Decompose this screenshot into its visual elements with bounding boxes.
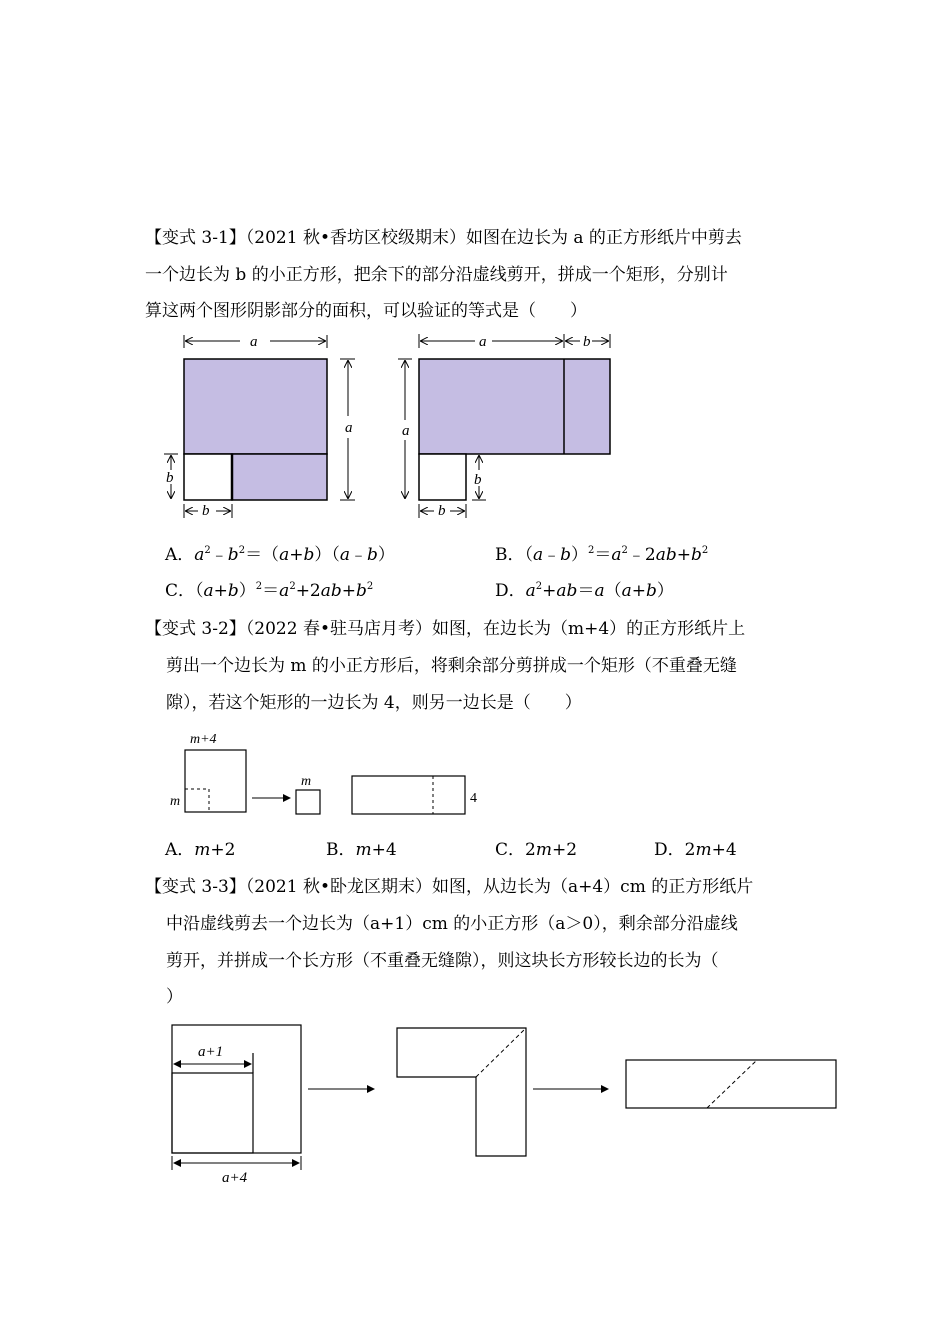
q1-figure (160, 328, 630, 524)
q3-line-4: ） (166, 987, 183, 1007)
q3-line-3: 剪开，并拼成一个长方形（不重叠无缝隙），则这块长方形较长边的长为（ (166, 951, 719, 971)
q1-small-square (419, 454, 466, 500)
q1-cut-square (184, 454, 232, 500)
q2-line-1: 【变式 3-2】（2022 春•驻马店月考）如图，在边长为（m+4）的正方形纸片上 (145, 619, 746, 639)
q2-label-4: 4 (470, 791, 477, 806)
q1-label-b-left: b (166, 470, 174, 486)
q1-line-3: 算这两个图形阴影部分的面积，可以验证的等式是（ ） (145, 301, 587, 321)
q3-label-outer: a+4 (222, 1170, 248, 1186)
q2-option-a[interactable]: A．m+2 (165, 840, 236, 860)
q1-left-square (164, 334, 355, 519)
q2-option-c[interactable]: C．2m+2 (495, 840, 578, 860)
q2-dashed-cut (185, 789, 209, 812)
q1-label-a-top: a (250, 334, 258, 350)
q3-long-rectangle (626, 1060, 836, 1108)
q2-line-2: 剪出一个边长为 m 的小正方形后，将剩余部分剪拼成一个矩形（不重叠无缝 (166, 656, 737, 676)
q1-label-a-top-right: a (479, 334, 487, 350)
q1-line-1: 【变式 3-1】（2021 秋•香坊区校级期末）如图在边长为 a 的正方形纸片中剪去 (145, 228, 742, 248)
q2-label-m-small: m (301, 774, 312, 789)
q2-big-square (185, 750, 246, 812)
q1-label-b-right: b (474, 472, 482, 488)
q3-line-1: 【变式 3-3】（2021 秋•卧龙区期末）如图，从边长为（a+4）cm 的正方形纸片 (145, 877, 754, 897)
q1-shaded-rectangle (419, 359, 610, 454)
q2-option-d[interactable]: D．2m+4 (654, 840, 737, 860)
q1-line-2: 一个边长为 b 的小正方形，把余下的部分沿虚线剪开，拼成一个矩形，分别计 (145, 265, 728, 285)
q2-small-square (296, 790, 320, 814)
q2-rectangle (352, 776, 465, 814)
q1-right-figure (398, 334, 610, 519)
q2-figure (160, 726, 490, 821)
q2-line-3: 隙），若这个矩形的一边长为 4，则另一边长是（ ） (166, 693, 582, 713)
q1-option-c[interactable]: C．$(a+b)^2=a^2+2ab+b^2$ (165, 581, 374, 601)
q2-label-m-left: m (170, 794, 181, 809)
q1-label-a-left: a (402, 423, 410, 439)
q1-label-a-right: a (345, 420, 353, 436)
q1-option-b[interactable]: B．$(a﹣b)^2=a^2﹣2ab+b^2$ (495, 545, 709, 565)
q1-shaded-top (184, 359, 327, 454)
q1-option-d[interactable]: D．$a^2+ab=a(a+b)$ (495, 581, 674, 601)
q3-label-inner: a+1 (198, 1044, 224, 1060)
q3-inner-square (172, 1073, 253, 1153)
q1-label-b-bottom-right: b (438, 503, 446, 519)
q1-label-b-bottom: b (202, 503, 210, 519)
q2-label-top: m+4 (190, 732, 217, 747)
q3-line-2: 中沿虚线剪去一个边长为（a+1）cm 的小正方形（a＞0），剩余部分沿虚线 (166, 914, 738, 934)
q1-option-a[interactable]: A．$a^2﹣b^2=(a+b)(a﹣b)$ (165, 545, 395, 565)
q3-figure (160, 1018, 850, 1190)
q1-label-b-top-right: b (583, 334, 591, 350)
q2-option-b[interactable]: B．m+4 (326, 840, 397, 860)
q3-big-square (172, 1025, 301, 1153)
q1-shaded-bottom (232, 454, 327, 500)
